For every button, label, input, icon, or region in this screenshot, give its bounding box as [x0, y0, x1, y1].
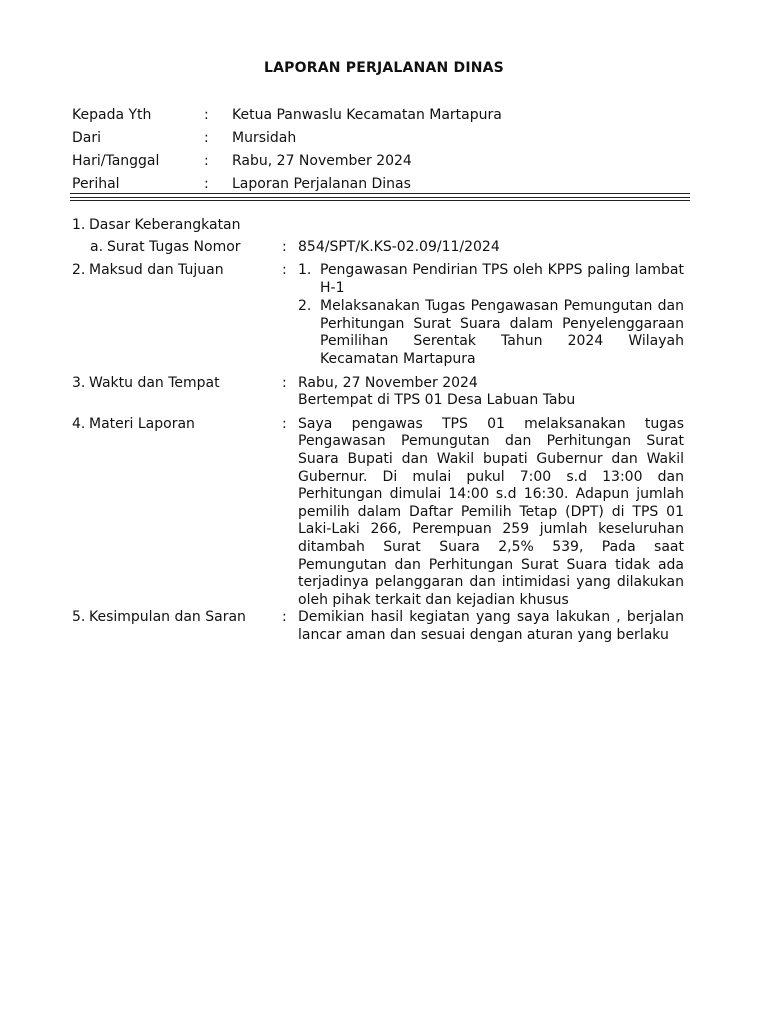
- report-material-text: Saya pengawas TPS 01 melaksanakan tugas Pengawasan Pemungutan dan Perhitungan Surat Suara Bupati dan Wakil bupati Gubernur dan Wakil Gubernur. Di mulai pukul 7:00 s.d 13:00 dan Perhitungan dimulai 14:00 s.d 16:30. Adapun jumlah pemilih dalam Daftar Pemilih Tetap (DPT) di TPS 01 Laki-Laki 266, Perempuan 259 jumlah keseluruhan ditambah Surat Suara 2,5% 539, Pada saat Pemungutan dan Perhitungan Surat Suara tidak ada terjadinya pelanggaran dan intimidasi yang dilakukan oleh pihak terkait dan kejadian khusus: [298, 415, 684, 608]
- section-number: 5.: [72, 609, 86, 626]
- header-divider-line: [70, 193, 690, 194]
- header-row-date: [72, 150, 692, 173]
- purpose-item: [298, 298, 684, 368]
- header-value: Rabu, 27 November 2024: [232, 153, 412, 169]
- header-row-sender: [72, 127, 692, 150]
- section-basis-sub: [72, 239, 684, 259]
- header-value: Ketua Panwaslu Kecamatan Martapura: [232, 107, 502, 123]
- section-colon: :: [282, 374, 287, 391]
- letter-header: [72, 104, 692, 196]
- section-colon: :: [282, 262, 287, 278]
- header-colon: :: [204, 176, 209, 192]
- section-label: Kesimpulan dan Saran: [89, 609, 246, 626]
- section-label: Dasar Keberangkatan: [89, 217, 241, 233]
- header-value: Mursidah: [232, 130, 297, 146]
- purpose-item: [298, 262, 684, 297]
- header-colon: :: [204, 130, 209, 146]
- section-number: 1.: [72, 217, 86, 233]
- purpose-item-text: Pengawasan Pendirian TPS oleh KPPS paling lambat H-1: [320, 262, 684, 296]
- section-number: 2.: [72, 262, 86, 278]
- section-conclusion: [72, 609, 684, 644]
- time-place-content: [298, 375, 684, 410]
- sub-label: Surat Tugas Nomor: [107, 239, 241, 255]
- purpose-list: [298, 262, 684, 369]
- header-label: Kepada Yth: [72, 107, 152, 123]
- event-location: Bertempat di TPS 01 Desa Labuan Tabu: [298, 392, 576, 409]
- document-title: LAPORAN PERJALANAN DINAS: [264, 60, 504, 76]
- section-number: 4.: [72, 415, 86, 432]
- purpose-item-text: Melaksanakan Tugas Pengawasan Pemungutan dan Perhitungan Surat Suara dalam Penyelenggaraan Pemilihan Serentak Tahun 2024 Wilayah Kecamatan Martapura: [320, 298, 684, 367]
- section-colon: :: [282, 609, 287, 626]
- section-label: Maksud dan Tujuan: [89, 262, 224, 278]
- section-basis: [72, 217, 684, 239]
- conclusion-text: Demikian hasil kegiatan yang saya lakukan , berjalan lancar aman dan sesuai dengan aturan yang berlaku: [298, 609, 684, 643]
- header-colon: :: [204, 107, 209, 123]
- section-label: Materi Laporan: [89, 415, 195, 432]
- report-body: [72, 217, 684, 644]
- section-colon: :: [282, 415, 287, 432]
- header-colon: :: [204, 153, 209, 169]
- sub-number: a.: [90, 239, 104, 255]
- purpose-item-number: 2.: [298, 298, 312, 315]
- header-divider-line: [70, 200, 690, 201]
- header-label: Dari: [72, 130, 102, 146]
- header-row-recipient: [72, 104, 692, 127]
- header-value: Laporan Perjalanan Dinas: [232, 176, 411, 192]
- section-number: 3.: [72, 374, 86, 391]
- section-report-material: [72, 416, 684, 610]
- purpose-item-number: 1.: [298, 262, 312, 278]
- section-purpose: [72, 262, 684, 369]
- assignment-letter-number: 854/SPT/K.KS-02.09/11/2024: [298, 239, 500, 255]
- section-time-place: [72, 375, 684, 410]
- header-divider-line: [70, 197, 690, 198]
- section-colon: :: [282, 239, 287, 255]
- section-label: Waktu dan Tempat: [89, 374, 220, 391]
- header-label: Perihal: [72, 176, 120, 192]
- event-date: Rabu, 27 November 2024: [298, 374, 478, 391]
- header-label: Hari/Tanggal: [72, 153, 160, 169]
